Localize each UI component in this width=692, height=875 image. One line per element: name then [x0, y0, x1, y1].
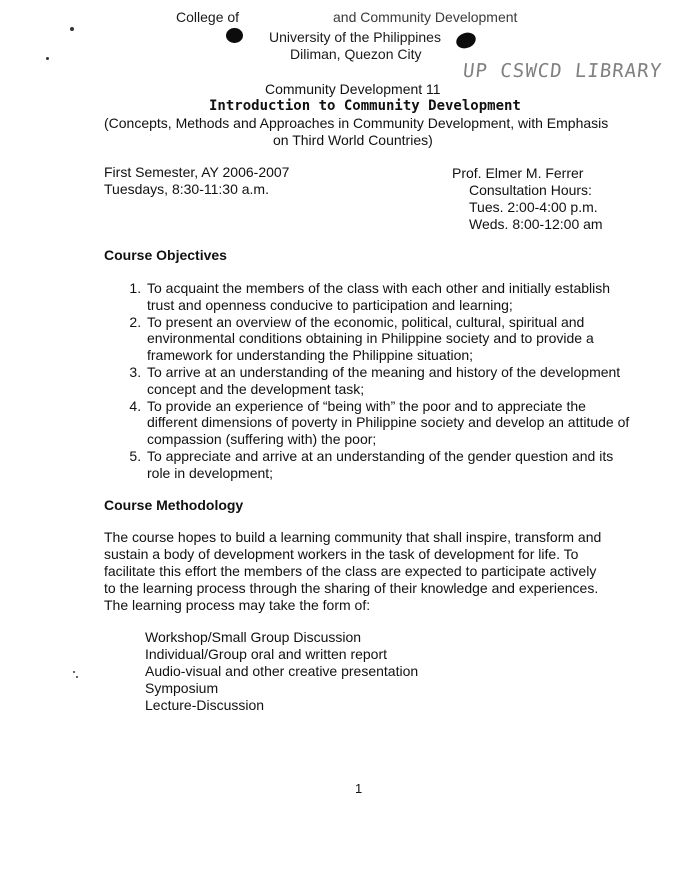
library-stamp: UP CSWCD LIBRARY	[461, 60, 664, 82]
consultation-label: Consultation Hours:	[469, 182, 592, 198]
list-item: Workshop/Small Group Discussion	[145, 629, 362, 645]
university-name: University of the Philippines	[269, 29, 441, 45]
list-item: 3. To arrive at an understanding of the meaning and history of the development concept and the development task;	[145, 364, 635, 398]
semester: First Semester, AY 2006-2007	[104, 164, 290, 180]
scan-speck	[76, 676, 78, 678]
methodology-paragraph: The course hopes to build a learning community that shall inspire, transform and sustain a body of development workers in the task of development for life. To facilitate this effort the members of the class are expected to participate actively to the learning process through the sharing of their knowledge and experiences. The learning process may take the form of:	[104, 529, 602, 613]
objectives-list	[123, 280, 635, 482]
course-code: Community Development 11	[265, 81, 441, 97]
course-subtitle-line2: on Third World Countries)	[273, 132, 433, 148]
list-item: 2. To present an overview of the economic, political, cultural, spiritual and environmental conditions obtaining in Philippine society and to provide a framework for understanding the Philippine situation;	[145, 314, 635, 364]
consultation-hours-tue: Tues. 2:00-4:00 p.m.	[469, 199, 598, 215]
university-location: Diliman, Quezon City	[290, 46, 422, 62]
list-item: 1. To acquaint the members of the class with each other and initially establish trust and openness conducive to participation and learning;	[145, 280, 635, 314]
ink-blot-icon	[226, 28, 243, 43]
list-item: Symposium	[145, 680, 219, 696]
scan-speck	[46, 57, 49, 60]
instructor-name: Prof. Elmer M. Ferrer	[452, 165, 584, 181]
consultation-hours-wed: Weds. 8:00-12:00 am	[469, 216, 603, 232]
class-time: Tuesdays, 8:30-11:30 a.m.	[104, 181, 269, 197]
learning-forms-list	[145, 629, 418, 714]
list-item: 4. To provide an experience of “being with” the poor and to appreciate the different dimensions of poverty in Philippine society and develop an attitude of compassion (suffering with) the poor;	[145, 398, 635, 448]
college-name-left: College of	[176, 9, 240, 25]
course-subtitle-line1: (Concepts, Methods and Approaches in Community Development, with Emphasis	[104, 115, 609, 131]
scan-speck	[70, 27, 74, 31]
list-item: Individual/Group oral and written report	[145, 646, 388, 662]
list-item: 5. To appreciate and arrive at an understanding of the gender question and its role in development;	[145, 448, 635, 482]
page-number: 1	[355, 781, 363, 796]
list-item: Lecture-Discussion	[145, 697, 265, 713]
scan-speck	[73, 671, 75, 673]
course-title: Introduction to Community Development	[209, 98, 521, 114]
ink-blot-icon	[454, 30, 478, 51]
objectives-heading: Course Objectives	[104, 247, 227, 263]
college-name-right: and Community Development	[333, 9, 518, 25]
methodology-heading: Course Methodology	[104, 497, 244, 513]
list-item: Audio-visual and other creative presentation	[145, 663, 419, 679]
